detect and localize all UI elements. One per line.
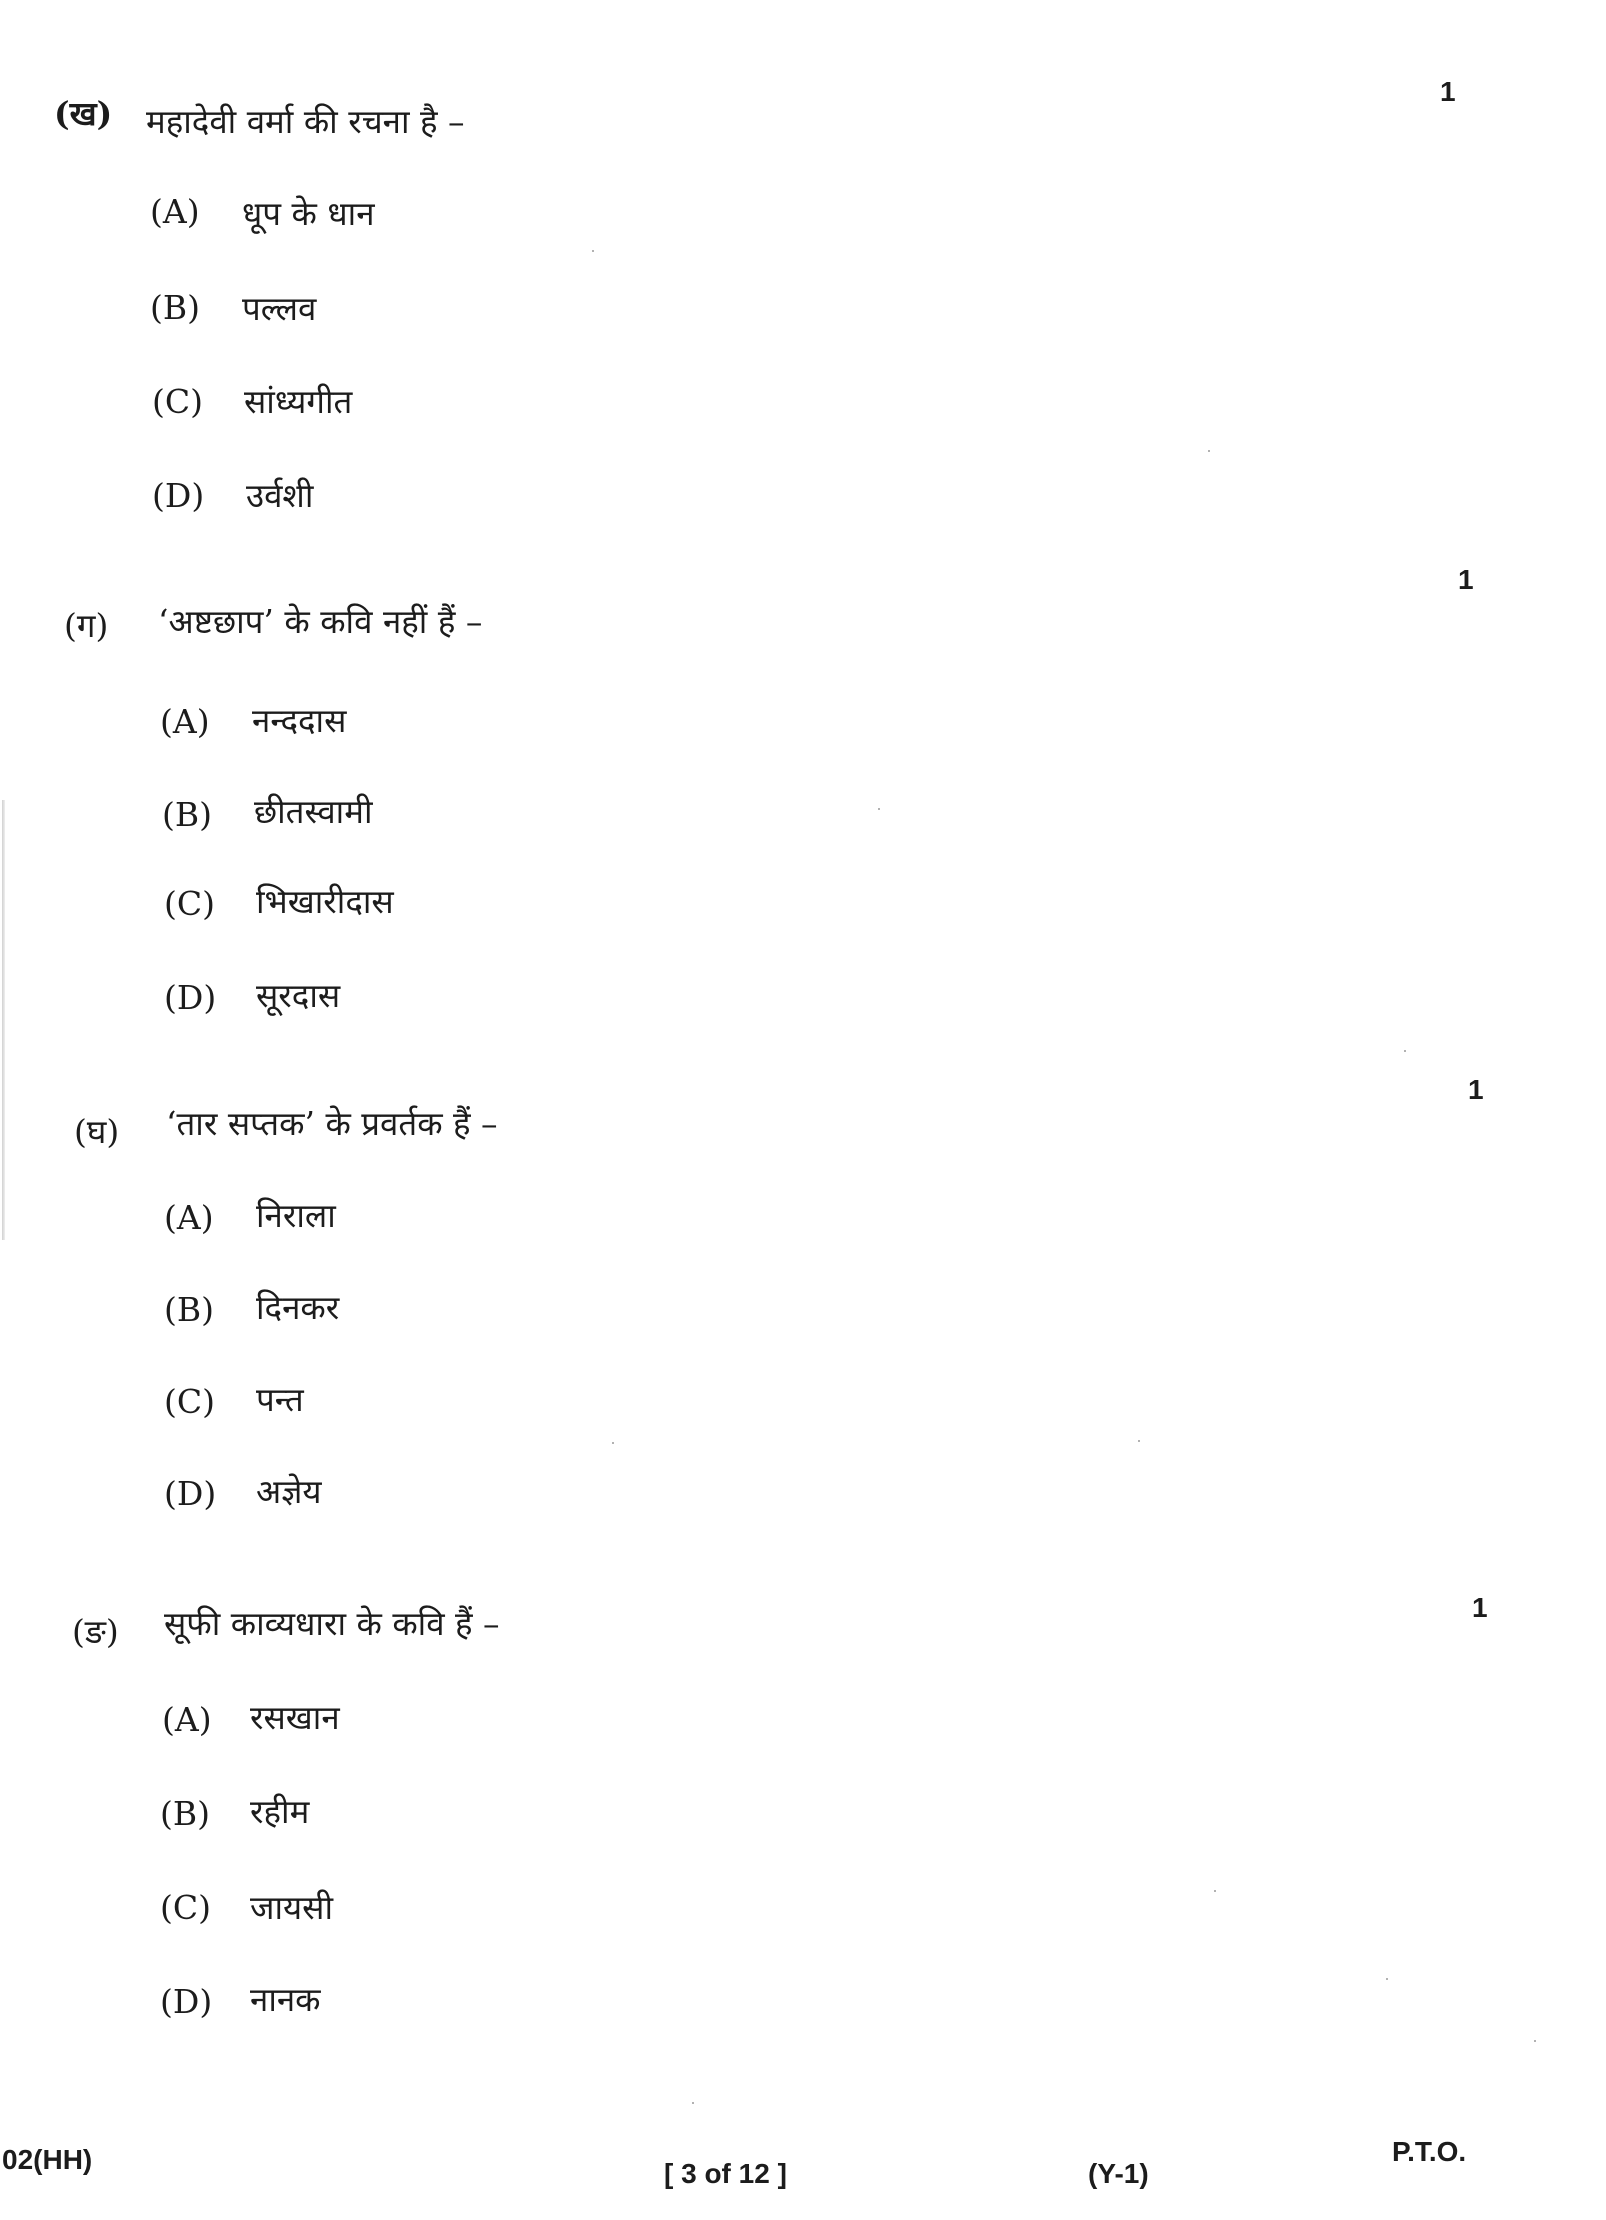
scan-speck [1386,1978,1388,1980]
scan-speck [1534,2040,1536,2042]
scan-speck [1208,450,1210,452]
option-label-a: (A) [162,1700,212,1739]
option-label-d: (D) [164,1474,217,1513]
option-text-a: निराला [256,1196,336,1235]
option-text-d: सूरदास [256,976,341,1015]
option-text-d: नानक [250,1980,321,2019]
scan-speck [878,808,880,810]
question-marks: 1 [1440,76,1456,107]
scan-speck [1404,1050,1406,1052]
option-label-d: (D) [160,1982,213,2021]
paper-code: 02(HH) [2,2144,93,2175]
question-label: (ङ) [72,1612,119,1651]
question-marks: 1 [1468,1074,1484,1105]
question-label: (ग) [64,606,109,645]
option-text-d: उर्वशी [246,476,314,515]
option-text-b: रहीम [250,1792,310,1831]
set-code: (Y-1) [1088,2158,1149,2189]
option-text-a: धूप के धान [242,194,375,233]
option-label-c: (C) [160,1888,211,1927]
scan-speck [1138,1440,1140,1442]
question-label: (घ) [74,1112,120,1151]
question-text: ‘तार सप्तक’ के प्रवर्तक हैं – [166,1104,498,1143]
scan-speck [692,2102,694,2104]
option-label-c: (C) [152,382,203,421]
option-text-a: नन्ददास [252,701,347,740]
question-text: ‘अष्टछाप’ के कवि नहीं हैं – [158,602,483,641]
page-number: [ 3 of 12 ] [664,2158,787,2189]
pto-text: P.T.O. [1392,2136,1467,2167]
option-text-c: जायसी [250,1888,334,1927]
option-label-a: (A) [160,702,210,741]
option-label-c: (C) [164,884,215,923]
scan-speck [1214,1890,1216,1892]
question-text: सूफी काव्यधारा के कवि हैं – [164,1604,500,1643]
option-text-c: भिखारीदास [256,882,394,921]
scan-speck [592,250,594,252]
option-label-d: (D) [152,476,205,515]
option-text-c: पन्त [256,1380,304,1419]
option-text-b: छीतस्वामी [254,792,373,831]
option-label-b: (B) [150,288,200,327]
option-label-d: (D) [164,978,217,1017]
option-text-a: रसखान [250,1698,340,1737]
question-text: महादेवी वर्मा की रचना है – [146,102,465,141]
option-label-c: (C) [164,1382,215,1421]
option-label-b: (B) [164,1290,214,1329]
option-text-b: पल्लव [242,289,317,328]
option-text-c: सांध्यगीत [244,382,353,421]
option-label-a: (A) [164,1198,214,1237]
option-text-d: अज्ञेय [256,1472,322,1511]
option-label-a: (A) [150,192,200,231]
option-text-b: दिनकर [256,1288,340,1327]
question-marks: 1 [1472,1592,1488,1623]
scan-edge-shadow [2,800,5,1240]
question-label: (ख) [54,94,113,133]
option-label-b: (B) [162,795,212,834]
option-label-b: (B) [160,1794,210,1833]
question-marks: 1 [1458,564,1474,595]
scan-speck [612,1442,614,1444]
